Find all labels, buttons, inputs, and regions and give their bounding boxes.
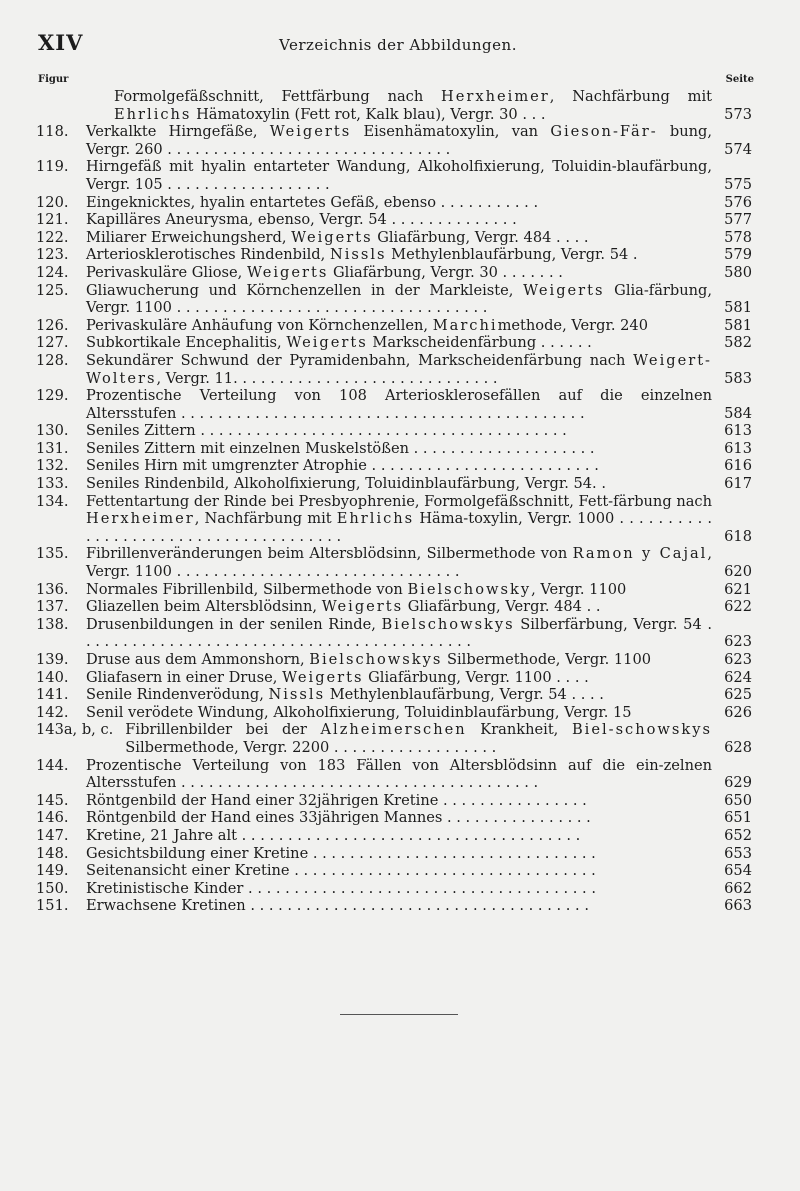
caption-text: , Vergr. 1100 . . . . . . . . . . . . . . . . . . . . . . . . . . . . . . . [86,545,712,581]
caption-text: Silbermethode, Vergr. 1100 [442,651,652,668]
author-name: Nissls [268,686,326,704]
figure-entry [36,457,756,475]
figure-entry [36,721,756,756]
page-number: XIV [38,30,84,55]
caption-text: Krankheit, [466,721,572,739]
figure-entry [36,616,756,651]
figure-number: 130. [36,422,69,440]
page-header [38,30,758,60]
page-reference: 617 [724,475,752,493]
caption-text: Arteriosklerotisches Rindenbild, [86,246,330,264]
author-name: Weigert-Wolters [86,351,712,387]
caption-text: Normales Fibrillenbild, Silbermethode von [86,580,408,598]
page-reference: 624 [724,668,752,686]
caption-text: Eingeknicktes, hyalin entartetes Gefäß, ebenso . . . . . . . . . . . [86,193,539,211]
caption-text: Kretinistische Kinder . . . . . . . . . . . . . . . . . . . . . . . . . . . . . . . . . . . . . . [86,879,596,897]
figure-number: 133. [36,475,69,493]
author-name: Weigerts [269,123,352,141]
figure-number: 138. [36,615,69,633]
caption-text: Silberfärbung, Vergr. 54 . . . . . . . . . . . . . . . . . . . . . . . . . . . . . . . . . . . . . . . . . . . [86,615,713,651]
caption-text: Prozentische Verteilung von 108 Arteriosklerosefällen auf die einzelnen Altersstufen . . . . . . . . . . . . . . . . . . . . . . . . . . . . . . . . . . . . . . . . . . . . [86,387,712,422]
page-reference: 626 [724,703,752,721]
figure-number: 137. [36,598,69,616]
caption-text: Markscheidenfärbung . . . . . . [367,334,592,352]
figure-caption [86,457,756,475]
caption-text: Methylenblaufärbung, Vergr. 54 . [386,246,638,264]
figure-number: 149. [36,862,69,880]
figure-number: 128. [36,351,69,369]
page-reference: 575 [724,175,752,193]
figure-list [36,88,756,915]
caption-text: Hämatoxylin (Fett rot, Kalk blau), Vergr. 30 . . . [191,105,546,123]
figure-number: 140. [36,668,69,686]
figure-caption [86,792,756,810]
figure-entry [36,545,756,580]
page-reference: 662 [724,879,752,897]
figure-column-label: Figur [38,74,69,85]
figure-caption [86,845,756,863]
caption-text: Subkortikale Encephalitis, [86,334,287,352]
page-reference: 573 [724,105,752,123]
author-name: Bielschowskys [381,615,515,633]
figure-entry [36,669,756,687]
figure-entry [36,334,756,352]
caption-text: Kapilläres Aneurysma, ebenso, Vergr. 54 . . . . . . . . . . . . . . [86,211,517,229]
page-reference: 580 [724,263,752,281]
figure-entry [36,651,756,669]
author-name: Bielschowsky [407,580,532,598]
page-reference: 577 [724,211,752,229]
page-reference: 625 [724,686,752,704]
figure-number: 136. [36,580,69,598]
figure-number: 142. [36,703,69,721]
figure-number: 123. [36,246,69,264]
caption-text: Gesichtsbildung einer Kretine . . . . . . . . . . . . . . . . . . . . . . . . . . . . . . . [86,844,596,862]
caption-text: bung, Vergr. 260 . . . . . . . . . . . . . . . . . . . . . . . . . . . . . . . [86,123,713,158]
figure-number: 141. [36,686,69,704]
figure-entry [36,809,756,827]
caption-text: Seniles Zittern . . . . . . . . . . . . . . . . . . . . . . . . . . . . . . . . . . . . . . . . [86,422,567,440]
figure-caption [86,686,756,704]
caption-text: Senil verödete Windung, Alkoholfixierung, Toluidinblaufärbung, Vergr. 15 [86,703,632,721]
caption-text: Röntgenbild der Hand eines 33jährigen Mannes . . . . . . . . . . . . . . . . [86,809,591,827]
figure-entry [36,194,756,212]
figure-caption [86,880,756,898]
figure-caption [86,334,756,352]
caption-text: Perivaskuläre Gliose, [86,263,247,281]
figure-caption [86,897,756,915]
author-name: Biel-schowskys [571,721,712,739]
figure-caption [86,493,756,546]
caption-text: Perivaskuläre Anhäufung von Körnchenzellen, [86,316,433,334]
figure-caption [86,264,756,282]
figure-caption [86,669,756,687]
caption-text: Silbermethode, Vergr. 2200 . . . . . . . . . . . . . . . . . . [125,738,497,756]
figure-number: 119. [36,158,69,176]
figure-entry [36,229,756,247]
author-name: Marchi [432,316,498,334]
figure-entry [36,880,756,898]
page-reference: 621 [724,580,752,598]
caption-text: Prozentische Verteilung von 183 Fällen von Altersblödsinn auf die ein-zelnen Altersstufen . . . . . . . . . . . . . . . . . . . . . . . . . . . . . . . . . . . . . . . [86,756,712,792]
author-name: Herxheimer [86,510,195,528]
figure-entry [36,282,756,317]
figure-caption [86,545,756,580]
figure-caption [86,757,756,792]
page-reference: 613 [724,422,752,440]
caption-text: Verkalkte Hirngefäße, [86,123,270,141]
figure-number: 129. [36,387,69,405]
caption-text: Gliafärbung, Vergr. 30 . . . . . . . [328,263,563,281]
figure-caption [86,704,756,722]
page-reference: 653 [724,844,752,862]
author-name: Alzheimerschen [320,721,467,739]
author-name: Weigerts [291,228,373,246]
caption-text: Miliarer Erweichungsherd, [86,228,292,246]
caption-text: Gliafasern in einer Druse, [86,668,283,686]
page-reference: 623 [724,633,752,651]
figure-entry [36,264,756,282]
caption-text: Eisenhämatoxylin, van [351,123,551,141]
figure-caption [86,598,756,616]
caption-text: Häma-toxylin, Vergr. 1000 . . . . . . . . . . . . . . . . . . . . . . . . . . . . . . . . . . . . . . [86,510,712,545]
figure-caption [86,123,756,158]
page-reference: 650 [724,791,752,809]
figure-caption [86,440,756,458]
caption-text: , Nachfärbung mit [549,88,712,105]
caption-text: Druse aus dem Ammonshorn, [86,651,310,668]
author-name: Weigerts [321,598,404,616]
page-reference: 613 [724,439,752,457]
figure-caption [86,862,756,880]
figure-number: 145. [36,791,69,809]
page-reference: 579 [724,246,752,264]
figure-number: 127. [36,334,69,352]
figure-number: 132. [36,457,69,475]
page-reference: 629 [724,774,752,792]
page-reference: 584 [724,404,752,422]
page-reference: 576 [724,193,752,211]
caption-text: Senile Rindenverödung, [86,686,269,704]
page-reference: 583 [724,369,752,387]
figure-number: 134. [36,492,69,510]
caption-text: Seniles Zittern mit einzelnen Muskelstößen . . . . . . . . . . . . . . . . . . . . [86,439,595,457]
figure-caption [86,827,756,845]
figure-caption [86,229,756,247]
figure-entry [36,897,756,915]
caption-text: Seniles Hirn mit umgrenzter Atrophie . . . . . . . . . . . . . . . . . . . . . . . . . [86,457,599,475]
figure-number: 120. [36,193,69,211]
figure-caption [86,475,756,493]
figure-entry [36,387,756,422]
figure-entry [36,581,756,599]
page-reference: 652 [724,826,752,844]
author-name: Weigerts [523,281,605,299]
caption-text: methode, Vergr. 240 [497,316,649,334]
caption-text: , Vergr. 11. . . . . . . . . . . . . . . . . . . . . . . . . . . . . [156,369,498,387]
page-reference: 618 [724,527,752,545]
figure-caption [86,809,756,827]
figure-entry [36,845,756,863]
figure-number: 146. [36,809,69,827]
caption-text: Gliazellen beim Altersblödsinn, [86,598,322,616]
caption-text: Röntgenbild der Hand einer 32jährigen Kretine . . . . . . . . . . . . . . . . [86,791,587,809]
figure-caption [86,422,756,440]
caption-text: Erwachsene Kretinen . . . . . . . . . . . . . . . . . . . . . . . . . . . . . . . . . . . . . [86,897,589,915]
caption-text: Gliafärbung, Vergr. 1100 . . . . [363,668,589,686]
page-reference: 654 [724,862,752,880]
author-name: Gieson-Fär- [550,123,658,141]
figure-entry [36,352,756,387]
author-name: Weigerts [286,334,368,352]
figure-entry [36,88,756,123]
page-reference: 663 [724,897,752,915]
page-column-label: Seite [725,74,754,85]
figure-entry [36,158,756,193]
author-name: Ehrlichs [114,105,192,123]
author-name: Ramon y Cajal [572,545,708,563]
figure-entry [36,246,756,264]
end-rule [340,1014,458,1015]
figure-caption [86,352,756,387]
page-reference: 620 [724,563,752,581]
figure-number: 135. [36,545,69,563]
caption-text: , Vergr. 1100 [531,580,627,598]
figure-entry [36,704,756,722]
figure-entry [36,211,756,229]
page-reference: 628 [724,738,752,756]
running-title: Verzeichnis der Abbildungen. [279,36,517,54]
figure-number: 144. [36,756,69,774]
figure-number: 151. [36,897,69,915]
caption-text: Kretine, 21 Jahre alt . . . . . . . . . . . . . . . . . . . . . . . . . . . . . . . . . . . . . [86,826,581,844]
figure-entry [36,757,756,792]
figure-caption [86,158,756,193]
figure-number: 143a, b, c. [36,721,114,739]
figure-number: 139. [36,651,69,668]
page-reference: 623 [724,651,752,668]
figure-entry [36,422,756,440]
figure-caption [86,317,756,335]
caption-text: Glia-färbung, Vergr. 1100 . . . . . . . . . . . . . . . . . . . . . . . . . . . . . . . . . . [86,281,712,317]
author-name: Bielschowskys [309,651,443,668]
page-reference: 574 [724,140,752,158]
caption-text: Drusenbildungen in der senilen Rinde, [86,615,382,633]
figure-caption [86,246,756,264]
figure-entry [36,792,756,810]
figure-number: 124. [36,263,69,281]
figure-number: 150. [36,879,69,897]
caption-text: Gliawucherung und Körnchenzellen in der Markleiste, [86,281,524,299]
page-reference: 578 [724,228,752,246]
caption-text: Fibrillenbilder bei der [125,721,321,739]
figure-caption [86,616,756,651]
page-reference: 581 [724,299,752,317]
figure-caption [86,581,756,599]
caption-text: , Nachfärbung mit [194,510,337,528]
figure-caption [86,282,756,317]
figure-number: 131. [36,439,69,457]
figure-caption [86,211,756,229]
figure-number: 118. [36,123,69,141]
page-reference: 582 [724,334,752,352]
caption-text: Gliafärbung, Vergr. 484 . . . . [372,228,589,246]
author-name: Nissls [329,246,387,264]
figure-number: 147. [36,826,69,844]
figure-caption [86,88,756,123]
page-reference: 581 [724,316,752,334]
figure-number: 122. [36,228,69,246]
figure-entry [36,475,756,493]
figure-entry [36,862,756,880]
caption-text: Methylenblaufärbung, Vergr. 54 . . . . [325,686,604,704]
author-name: Weigerts [282,668,364,686]
figure-entry [36,598,756,616]
caption-text: Hirngefäß mit hyalin entarteter Wandung, Alkoholfixierung, Toluidin-blaufärbung, Vergr. 105 . . . . . . . . . . . . . . . . . . [86,158,712,193]
figure-number: 126. [36,316,69,334]
caption-text: Seitenansicht einer Kretine . . . . . . . . . . . . . . . . . . . . . . . . . . . . . . . . . [86,862,596,880]
caption-text: Fibrillenveränderungen beim Altersblödsinn, Silbermethode von [86,545,573,563]
figure-entry [36,440,756,458]
figure-caption [86,651,756,669]
figure-entry [36,123,756,158]
figure-number: 121. [36,211,69,229]
figure-caption [125,721,756,756]
caption-text: Gliafärbung, Vergr. 484 . . [403,598,601,616]
page-reference: 616 [724,457,752,475]
figure-entry [36,493,756,546]
figure-number [36,88,86,123]
figure-caption [86,387,756,422]
caption-text: Fettentartung der Rinde bei Presbyophrenie, Formolgefäßschnitt, Fett-färbung nach [86,492,712,510]
author-name: Weigerts [246,263,329,281]
figure-number: 148. [36,844,69,862]
figure-entry [36,827,756,845]
caption-text: Formolgefäßschnitt, Fettfärbung nach [114,88,442,105]
page-reference: 651 [724,809,752,827]
figure-entry [36,686,756,704]
page-reference: 622 [724,598,752,616]
figure-number: 125. [36,281,69,299]
figure-caption [86,194,756,212]
caption-text: Seniles Rindenbild, Alkoholfixierung, Toluidinblaufärbung, Vergr. 54. . [86,475,606,493]
author-name: Ehrlichs [336,510,415,528]
author-name: Herxheimer [441,88,550,105]
caption-text: Sekundärer Schwund der Pyramidenbahn, Markscheidenfärbung nach [86,351,634,369]
figure-entry [36,317,756,335]
